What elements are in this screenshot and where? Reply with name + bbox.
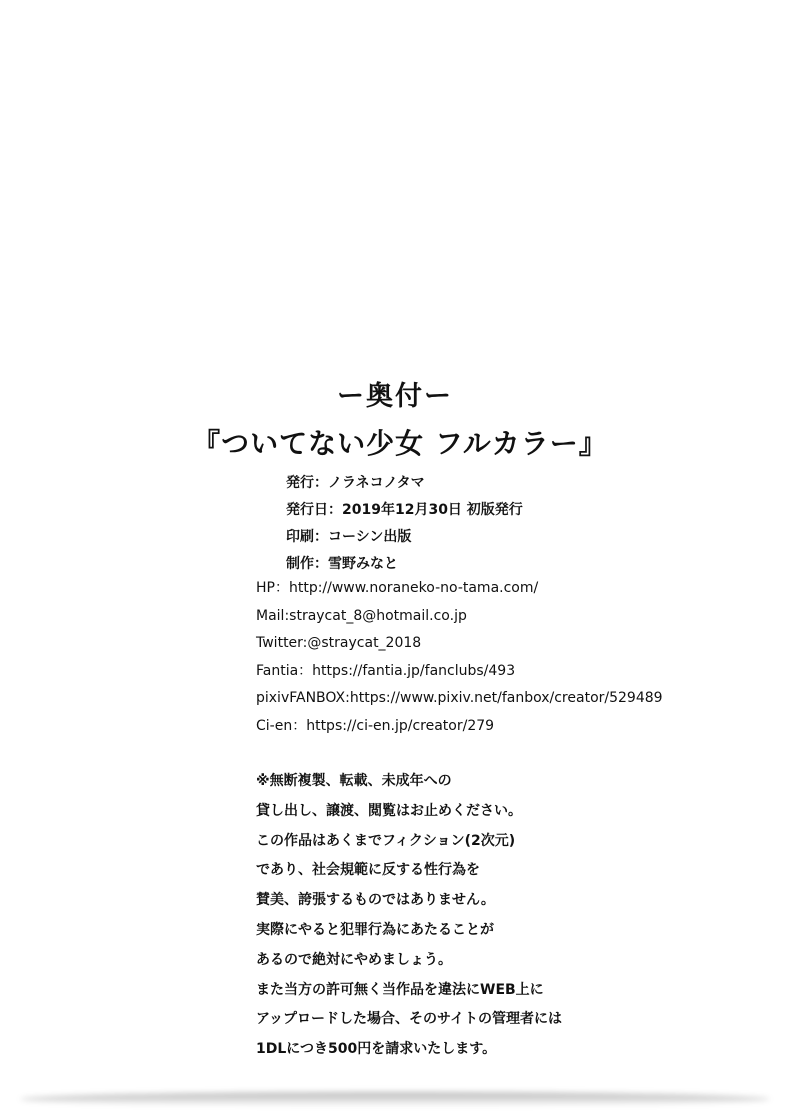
notice-line: 賛美、誇張するものではありません。 (256, 892, 495, 909)
link-twitter: Twitter:@straycat_2018 (256, 635, 422, 651)
notice-line: あるので絶対にやめましょう。 (256, 951, 452, 968)
credit-publish-date: 発行日：2019年12月30日 初版発行 (286, 502, 523, 518)
link-pixiv-fanbox: pixivFANBOX:https://www.pixiv.net/fanbox/creator/529489 (256, 690, 663, 706)
legal-notice (256, 767, 726, 1065)
credit-author: 制作：雪野みなと (286, 556, 398, 572)
credits-list (286, 470, 606, 578)
credit-publisher: 発行：ノラネコノタマ (286, 475, 425, 491)
notice-line: 貸し出し、譲渡、閲覧はお止めください。 (256, 802, 522, 819)
notice-line: また当方の許可無く当作品を違法にWEB上に (256, 981, 544, 998)
link-ci-en: Ci-en：https://ci-en.jp/creator/279 (256, 717, 495, 734)
link-fantia: Fantia：https://fantia.jp/fanclubs/493 (256, 662, 516, 679)
notice-line: アップロードした場合、そのサイトの管理者には (256, 1011, 563, 1028)
notice-line: この作品はあくまでフィクション(2次元) (256, 832, 516, 849)
contact-links-list (256, 575, 726, 740)
book-title: 『ついてない少女 フルカラー』 (192, 427, 608, 460)
notice-line: 実際にやると犯罪行為にあたることが (256, 921, 494, 938)
notice-line: ※無断複製、転載、未成年への (256, 773, 452, 789)
link-homepage: HP：http://www.noraneko-no-tama.com/ (256, 580, 539, 596)
credit-printer: 印刷：コーシン出版 (286, 529, 412, 545)
page-edge-shadow (20, 1092, 770, 1106)
colophon-heading: ー奥付ー (337, 381, 453, 412)
notice-line: であり、社会規範に反する性行為を (256, 862, 480, 879)
notice-line: 1DLにつき500円を請求いたします。 (256, 1041, 497, 1058)
link-mail: Mail:straycat_8@hotmail.co.jp (256, 607, 467, 624)
